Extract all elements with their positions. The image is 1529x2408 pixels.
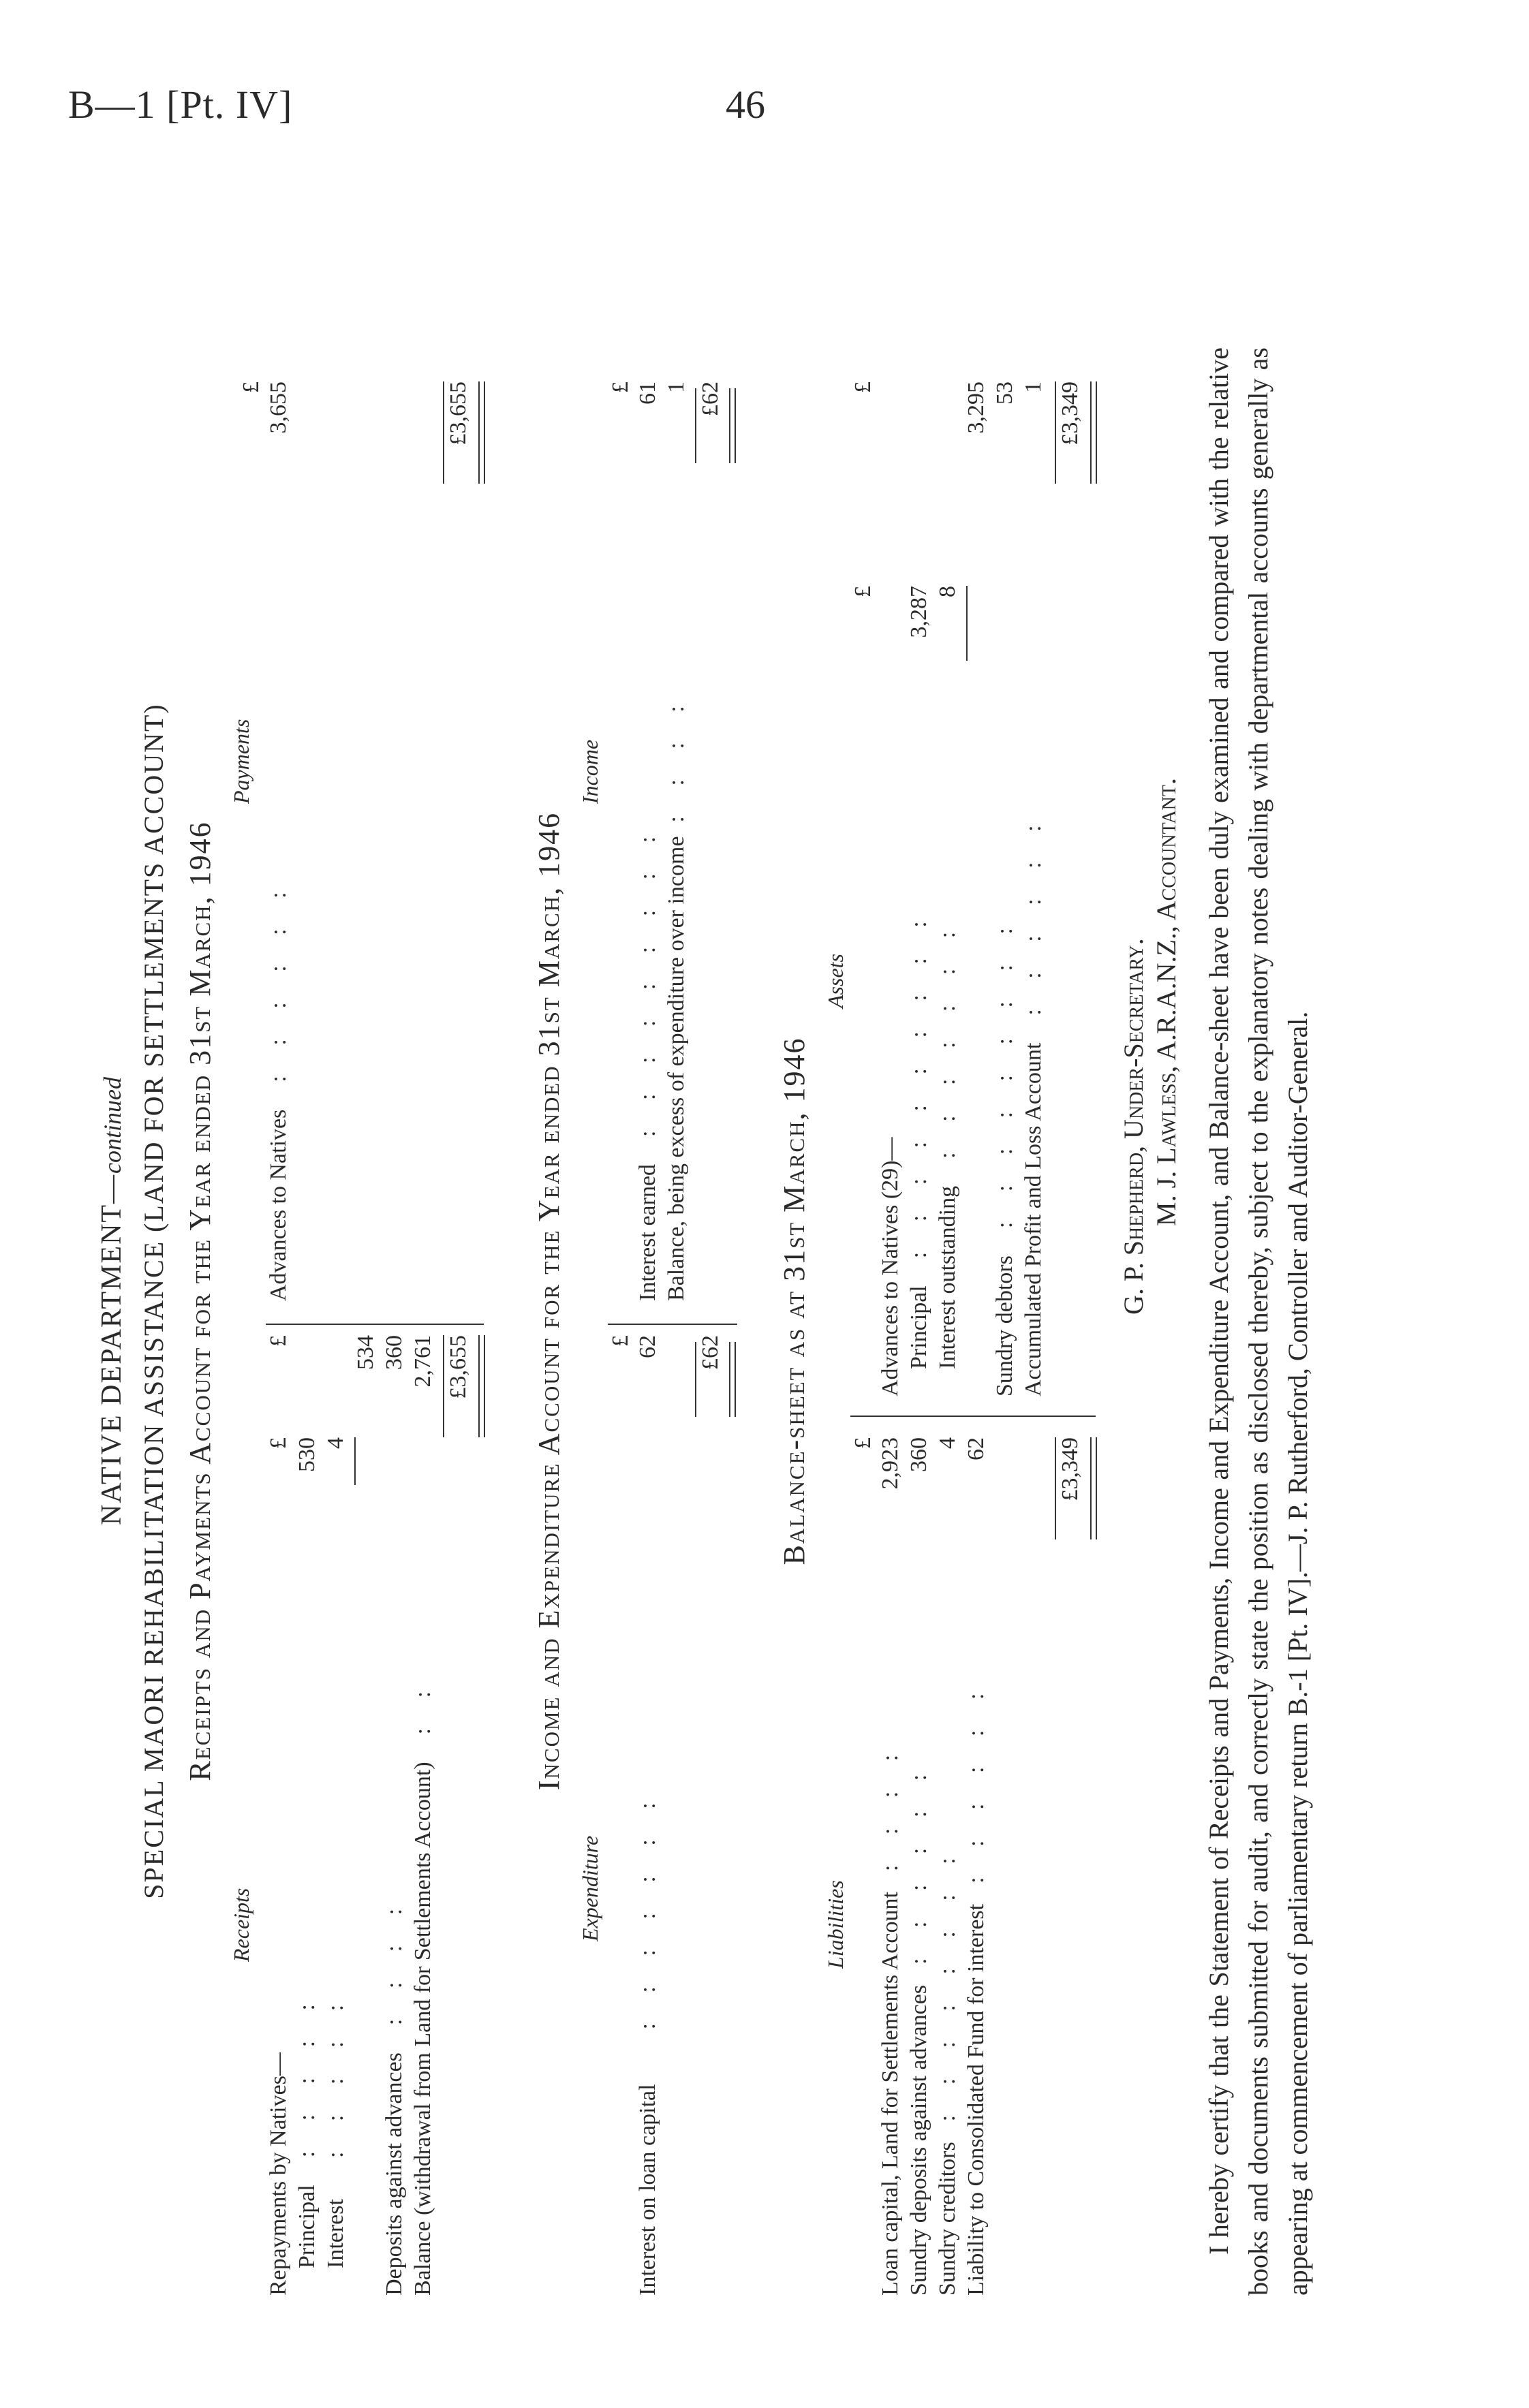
expenditure-heading: Expenditure: [578, 1835, 602, 1941]
sundry-creditors-label: Sundry creditors: : : : : : : :: [935, 1845, 960, 2296]
column-divider: [266, 1324, 484, 1325]
page-number: 46: [726, 82, 765, 127]
sundry-debtors-label: Sundry debtors: : : : : : : : :: [992, 916, 1017, 1396]
total-double-rule: [729, 388, 736, 463]
loan-capital-label: Loan capital, Land for Settlements Account: : : :: [878, 1742, 903, 2296]
interest-value: 4: [323, 1437, 348, 1449]
liabilities-total: £3,349: [1057, 1437, 1083, 1501]
payments-heading: Payments: [229, 719, 253, 804]
document-reference: B—1 [Pt. IV]: [68, 82, 293, 127]
column-divider: [850, 1416, 1096, 1417]
pound-sign: £: [266, 1335, 291, 1347]
subtotal-rule: [966, 586, 968, 661]
balance-sheet-title: Balance-sheet as at 31st March, 1946: [777, 1037, 811, 1565]
interest-loan-label: Interest on loan capital: : : : : : :: [635, 1790, 660, 2296]
income-total: £62: [698, 381, 723, 416]
under-secretary-signature: G. P. Shepherd, Under-Secretary.: [1118, 938, 1149, 1315]
asset-principal-value: 3,287: [906, 586, 931, 638]
payments-total: £3,655: [446, 381, 471, 445]
loan-capital-value: 2,923: [878, 1437, 903, 1490]
pound-sign: £: [266, 1437, 291, 1449]
receipts-total: £3,655: [446, 1335, 471, 1399]
accumulated-value: 1: [1021, 381, 1046, 393]
pound-sign: £: [850, 586, 876, 597]
assets-heading: Assets: [823, 954, 848, 1008]
column-divider: [608, 1324, 737, 1325]
accountant-signature: M. J. Lawless, A.R.A.N.Z., Accountant.: [1151, 778, 1182, 1226]
repayments-label: Repayments by Natives—: [266, 2052, 291, 2296]
asset-advances-total: 3,295: [963, 381, 989, 434]
asset-advances-label: Advances to Natives (29)—: [878, 1137, 903, 1396]
sundry-deposits-value: 360: [906, 1437, 931, 1472]
total-rule: [1055, 381, 1056, 484]
expenditure-total: £62: [698, 1335, 723, 1370]
rotated-content: [95, 279, 1356, 2323]
receipts-heading: Receipts: [229, 1888, 253, 1962]
accumulated-label: Accumulated Profit and Loss Account: : : : : :: [1021, 813, 1046, 1396]
account-title: SPECIAL MAORI REHABILITATION ASSISTANCE (LAND FOR SETTLEMENTS ACCOUNT): [138, 703, 169, 1899]
pound-sign: £: [850, 1437, 876, 1449]
income-balance-value: 1: [664, 381, 689, 393]
principal-value: 530: [294, 1437, 320, 1472]
sundry-debtors-value: 53: [992, 381, 1017, 405]
asset-interest-label: Interest outstanding: : : : : : :: [935, 919, 960, 1369]
receipts-payments-title: Receipts and Payments Account for the Year ended 31st March, 1946: [183, 821, 217, 1781]
repayments-total: 534: [353, 1335, 378, 1370]
total-double-rule: [1090, 381, 1097, 484]
liability-interest-value: 62: [963, 1437, 989, 1460]
deposits-label: Deposits against advances: : : :: [382, 1896, 407, 2296]
principal-label: Principal: : : : :: [294, 1992, 320, 2268]
total-double-rule: [478, 381, 485, 484]
assets-total: £3,349: [1057, 381, 1083, 445]
advances-value: 3,655: [266, 381, 291, 434]
liability-interest-label: Liability to Consolidated Fund for interest: : : : : :: [963, 1680, 989, 2296]
total-rule: [443, 1335, 444, 1437]
interest-loan-value: 62: [635, 1335, 660, 1358]
total-double-rule: [478, 1335, 485, 1437]
income-heading: Income: [578, 739, 602, 804]
advances-label: Advances to Natives: : : : : :: [266, 879, 291, 1301]
pound-sign: £: [608, 381, 633, 393]
liabilities-heading: Liabilities: [823, 1880, 848, 1969]
balance-label: Balance (withdrawal from Land for Settlements Account): :: [410, 1678, 435, 2296]
pound-sign: £: [608, 1335, 633, 1347]
pound-sign: £: [238, 381, 264, 393]
balance-value: 2,761: [410, 1335, 435, 1388]
sundry-deposits-label: Sundry deposits against advances: : : : : :: [906, 1762, 931, 2296]
deposits-value: 360: [382, 1335, 407, 1370]
sundry-creditors-value: 4: [935, 1437, 960, 1449]
asset-interest-value: 8: [935, 586, 960, 597]
pound-sign: £: [850, 381, 876, 393]
page-header: [0, 82, 1529, 150]
total-double-rule: [729, 1342, 736, 1417]
total-double-rule: [1090, 1437, 1097, 1539]
total-rule: [695, 1342, 696, 1417]
income-expenditure-title: Income and Expenditure Account for the Year ended 31st March, 1946: [532, 811, 566, 1791]
total-rule: [443, 381, 444, 484]
total-rule: [1055, 1437, 1056, 1539]
total-rule: [695, 388, 696, 463]
department-title: NATIVE DEPARTMENT—continued: [96, 1076, 127, 1526]
income-balance-label: Balance, being excess of expenditure over income: : : :: [664, 693, 689, 1301]
interest-earned-label: Interest earned: : : : : : : : :: [635, 824, 660, 1301]
interest-earned-value: 61: [635, 381, 660, 405]
audit-certificate: I hereby certify that the Statement of Receipts and Payments, Income and Expenditure Account, and Balance-sheet have been duly examined and compared with the relative books and documents submitted for audit, and correctly state the position as disclosed thereby, subject to the explanatory notes dealing with departmental accounts generally as appearing at commencement of parliamentary return B.-1 [Pt. IV].—J. P. Rutherford, Controller and Auditor-General.: [1203, 347, 1313, 2296]
interest-label: Interest: : : : :: [323, 1992, 348, 2268]
asset-principal-label: Principal: : : : : : : : : :: [906, 909, 931, 1369]
